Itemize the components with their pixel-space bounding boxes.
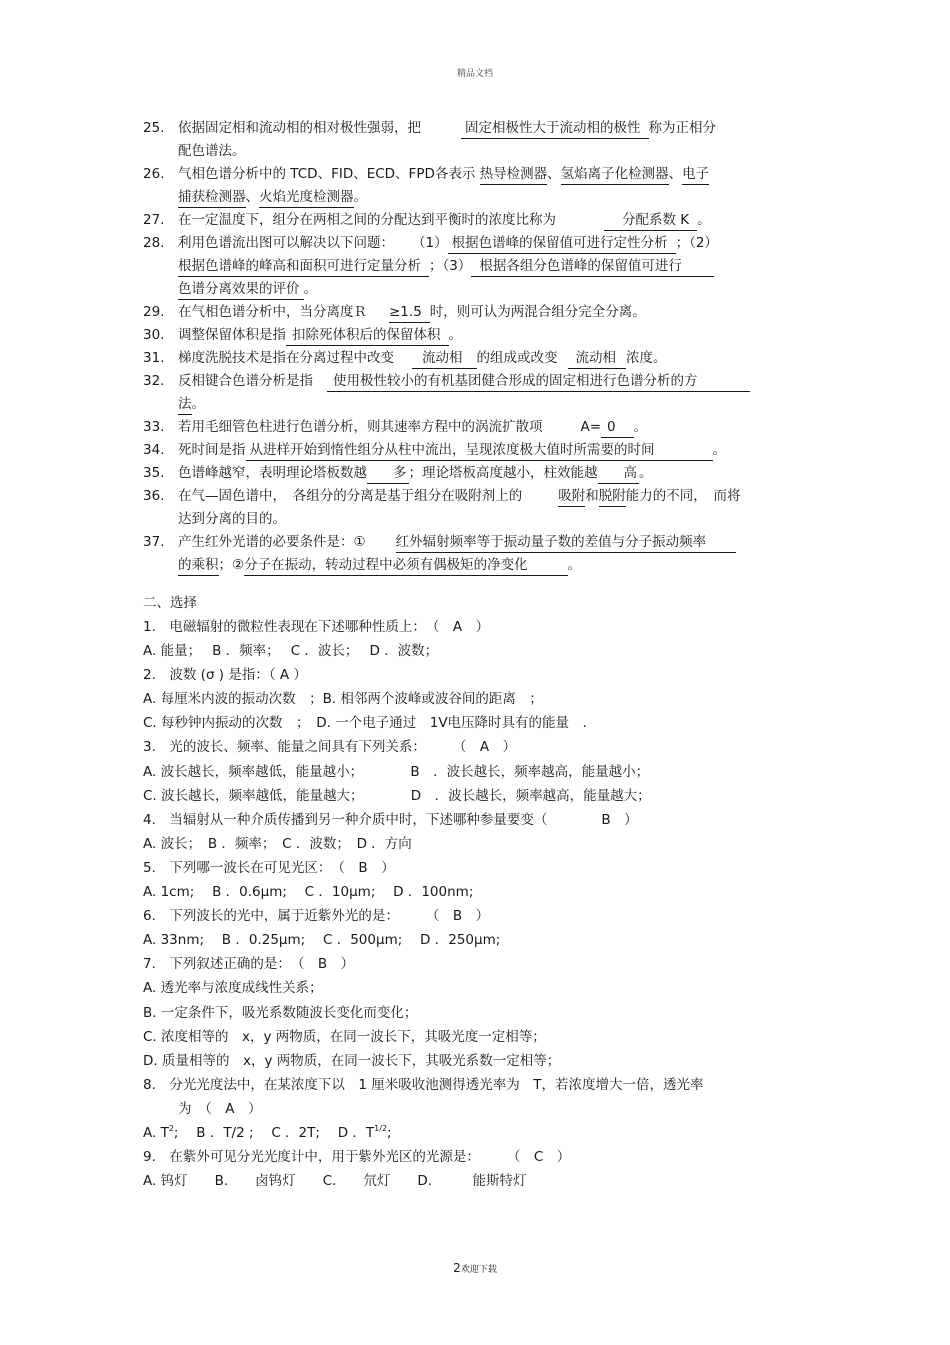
question-32 bbox=[143, 370, 808, 416]
choice-stem: 3. 光的波长、频率、能量之间具有下列关系： （ A ） bbox=[143, 739, 517, 756]
question-31 bbox=[143, 347, 808, 370]
choice-questions bbox=[143, 615, 808, 1193]
choice-options: A. 钨灯 B. 卤钨灯 C. 氘灯 D. 能斯特灯 bbox=[143, 1173, 527, 1190]
page-footer bbox=[0, 1261, 950, 1275]
question-number: 32. bbox=[143, 373, 165, 389]
choice-options: C. 每秒钟内振动的次数 ； D. 一个电子通过 1V电压降时具有的能量 . bbox=[143, 715, 587, 732]
question-number: 34. bbox=[143, 442, 165, 458]
choice-stem: 8. 分光光度法中，在某浓度下以 1 厘米吸收池测得透光率为 T，若浓度增大一倍，透光率 bbox=[143, 1076, 704, 1093]
answer-blank: 流动相 bbox=[412, 349, 477, 369]
separator: 。 bbox=[697, 212, 711, 228]
answer-blank: 火焰光度检测器 bbox=[259, 188, 354, 208]
answer-blank: 热导检测器 bbox=[480, 165, 548, 185]
option-text: ; B ．T/2 ; C ．2T; D ．T bbox=[173, 1124, 375, 1141]
separator: 、 bbox=[245, 189, 259, 205]
question-text: 在气相色谱分析中，当分离度Ｒ bbox=[178, 304, 367, 320]
question-number: 36. bbox=[143, 488, 165, 504]
question-text: ；（2） bbox=[675, 235, 718, 251]
choice-options: A. 透光率与浓度成线性关系； bbox=[143, 980, 323, 997]
question-27 bbox=[143, 209, 808, 232]
question-number: 28. bbox=[143, 235, 165, 251]
answer-blank: 扣除死体积后的保留体积 bbox=[286, 326, 449, 346]
answer-blank: 根据色谱峰的峰高和面积可进行定量分析 bbox=[178, 257, 429, 277]
question-text: 浓度。 bbox=[626, 350, 667, 366]
choice-options: B. 一定条件下，吸光系数随波长变化而变化； bbox=[143, 1004, 418, 1021]
question-number: 29. bbox=[143, 304, 165, 320]
question-number: 27. bbox=[143, 212, 165, 228]
question-number: 33. bbox=[143, 419, 165, 435]
choice-options bbox=[143, 1121, 808, 1145]
footer-note: 欢迎下载 bbox=[460, 1265, 497, 1275]
answer-blank: 从进样开始到惰性组分从柱中流出，呈现浓度极大值时所需要的时间 bbox=[246, 441, 713, 461]
answer-blank: 捕获检测器 bbox=[178, 188, 246, 208]
answer-blank: 吸附 bbox=[558, 487, 585, 507]
choice-options: D. 质量相等的 x，y 两物质，在同一波长下，其吸光系数一定相等； bbox=[143, 1052, 561, 1069]
answer-blank: 根据色谱峰的保留值可进行定性分析 bbox=[448, 234, 676, 254]
question-number: 35. bbox=[143, 465, 165, 481]
choice-stem: 9. 在紫外可见分光光度计中，用于紫外光区的光源是： （ C ） bbox=[143, 1149, 571, 1166]
question-text: 能力的不同， 而将 bbox=[625, 488, 741, 504]
question-28 bbox=[143, 232, 808, 301]
answer-blank: 红外辐射频率等于振动量子数的差值与分子振动频率 bbox=[396, 533, 737, 553]
separator: 。 bbox=[303, 281, 317, 297]
choice-stem: 4. 当辐射从一种介质传播到另一种介质中时，下述哪种参量要变（ B ） bbox=[143, 811, 638, 828]
option-text: A. T bbox=[143, 1124, 169, 1141]
answer-blank: ≥1.5 bbox=[389, 303, 430, 323]
answer-blank: 多 bbox=[367, 464, 409, 484]
separator: 。 bbox=[567, 557, 582, 573]
option-text: ; bbox=[387, 1124, 392, 1141]
separator: 。 bbox=[448, 327, 462, 343]
question-number: 30. bbox=[143, 327, 165, 343]
question-text: ；② bbox=[218, 557, 245, 573]
question-text: 在气—固色谱中， 各组分的分离是基于组分在吸附剂上的 bbox=[178, 488, 523, 504]
document-body bbox=[143, 117, 808, 1193]
question-30 bbox=[143, 324, 808, 347]
choice-options: C. 波长越长，频率越低，能量越大； D ．波长越长，频率越高，能量越大； bbox=[143, 787, 651, 804]
choice-options: A. 波长越长，频率越低，能量越小； B ．波长越长，频率越高，能量越小； bbox=[143, 763, 650, 780]
answer-blank: 分配系数 K bbox=[604, 211, 697, 231]
question-text: 梯度洗脱技术是指在分离过程中改变 bbox=[178, 350, 394, 366]
question-35 bbox=[143, 462, 808, 485]
superscript: 2 bbox=[168, 1123, 174, 1133]
question-text: （1） bbox=[412, 235, 448, 251]
choice-options: A. 1cm; B ．0.6μm; C ．10μm; D ．100nm; bbox=[143, 884, 474, 901]
question-text: 称为正相分 bbox=[648, 120, 716, 136]
question-number: 37. bbox=[143, 534, 165, 550]
question-26 bbox=[143, 163, 808, 209]
answer-blank: 0 bbox=[601, 418, 634, 438]
separator: 。 bbox=[639, 465, 653, 481]
answer-blank: 脱附 bbox=[599, 487, 626, 507]
section-title: 二、选择 bbox=[143, 595, 197, 611]
question-34 bbox=[143, 439, 808, 462]
choice-options: A. 波长； B ．频率； C ．波数； D ．方向 bbox=[143, 835, 412, 852]
question-text: 调整保留体积是指 bbox=[178, 327, 286, 343]
separator: 。 bbox=[712, 442, 726, 458]
question-25 bbox=[143, 117, 808, 163]
page-number: 2 bbox=[453, 1261, 461, 1275]
answer-blank: 使用极性较小的有机基团健合形成的固定相进行色谱分析的方 bbox=[327, 372, 750, 392]
answer-blank: 色谱分离效果的评价 bbox=[178, 280, 304, 300]
question-text: ；理论塔板高度越小，柱效能越 bbox=[408, 465, 598, 481]
answer-blank: 高 bbox=[598, 464, 640, 484]
answer-blank: 电子 bbox=[682, 165, 709, 185]
separator: 、 bbox=[668, 166, 683, 182]
answer-blank: 根据各组分色谱峰的保留值可进行 bbox=[471, 257, 714, 277]
page-header: 精品文档 bbox=[456, 69, 493, 79]
answer-blank: 的乘积 bbox=[178, 556, 219, 576]
choice-stem: 2. 波数 (σ ) 是指：（ A ） bbox=[143, 667, 307, 684]
question-text: 的组成或改变 bbox=[476, 350, 558, 366]
question-text: ；（3） bbox=[429, 258, 472, 274]
choice-stem: 为 （ A ） bbox=[178, 1100, 262, 1117]
question-text: 死时间是指 bbox=[178, 442, 246, 458]
question-text: 依据固定相和流动相的相对极性强弱，把 bbox=[178, 120, 421, 136]
choice-options: A. 33nm; B ．0.25μm; C ．500μm; D ．250μm; bbox=[143, 932, 501, 949]
question-text: 气相色谱分析中的 TCD、FID、ECD、FPD各表示 bbox=[178, 166, 476, 182]
question-36 bbox=[143, 485, 808, 531]
separator: 、 bbox=[547, 166, 561, 182]
answer-blank: 法 bbox=[178, 395, 192, 415]
choice-options: C. 浓度相等的 x，y 两物质，在同一波长下，其吸光度一定相等； bbox=[143, 1028, 546, 1045]
question-text: 反相键合色谱分析是指 bbox=[178, 373, 313, 389]
choice-stem: 1. 电磁辐射的微粒性表现在下述哪种性质上： （ A ） bbox=[143, 619, 490, 635]
question-text: 在一定温度下，组分在两相之间的分配达到平衡时的浓度比称为 bbox=[178, 212, 556, 228]
question-text: 配色谱法。 bbox=[178, 143, 246, 159]
answer-blank: 氢焰离子化检测器 bbox=[561, 165, 669, 185]
choice-options: A. 能量； B ．频率； C ．波长； D ．波数； bbox=[143, 643, 439, 660]
question-text: 达到分离的目的。 bbox=[178, 511, 286, 527]
question-number: 26. bbox=[143, 166, 165, 182]
question-text: 和 bbox=[585, 488, 599, 504]
question-text: 色谱峰越窄，表明理论塔板数越 bbox=[178, 465, 367, 481]
question-text: 若用毛细管色柱进行色谱分析，则其速率方程中的涡流扩散项 bbox=[178, 419, 543, 435]
question-text: 时，则可认为两混合组分完全分离。 bbox=[429, 304, 646, 320]
question-text: 产生红外光谱的必要条件是：① bbox=[178, 534, 366, 550]
answer-blank: 固定相极性大于流动相的极性 bbox=[461, 119, 649, 139]
answer-blank: 流动相 bbox=[568, 349, 627, 369]
question-text: A= bbox=[580, 419, 602, 435]
choice-stem: 5. 下列哪一波长在可见光区： （ B ） bbox=[143, 859, 395, 876]
separator: 。 bbox=[633, 419, 648, 435]
answer-blank: 分子在振动，转动过程中必须有偶极矩的净变化 bbox=[244, 556, 568, 576]
question-33 bbox=[143, 416, 808, 439]
question-number: 25. bbox=[143, 120, 165, 136]
question-number: 31. bbox=[143, 350, 165, 366]
choice-stem: 6. 下列波长的光中，属于近紫外光的是： （ B ） bbox=[143, 908, 490, 925]
question-text: 利用色谱流出图可以解决以下问题： bbox=[178, 235, 394, 251]
question-29 bbox=[143, 301, 808, 324]
separator: 。 bbox=[353, 189, 367, 205]
separator: 。 bbox=[191, 396, 205, 412]
question-37 bbox=[143, 531, 808, 577]
choice-stem: 7. 下列叙述正确的是： （ B ） bbox=[143, 956, 355, 973]
superscript: 1/2 bbox=[374, 1123, 388, 1133]
choice-options: A. 每厘米内波的振动次数 ；B. 相邻两个波峰或波谷间的距离 ； bbox=[143, 691, 543, 708]
